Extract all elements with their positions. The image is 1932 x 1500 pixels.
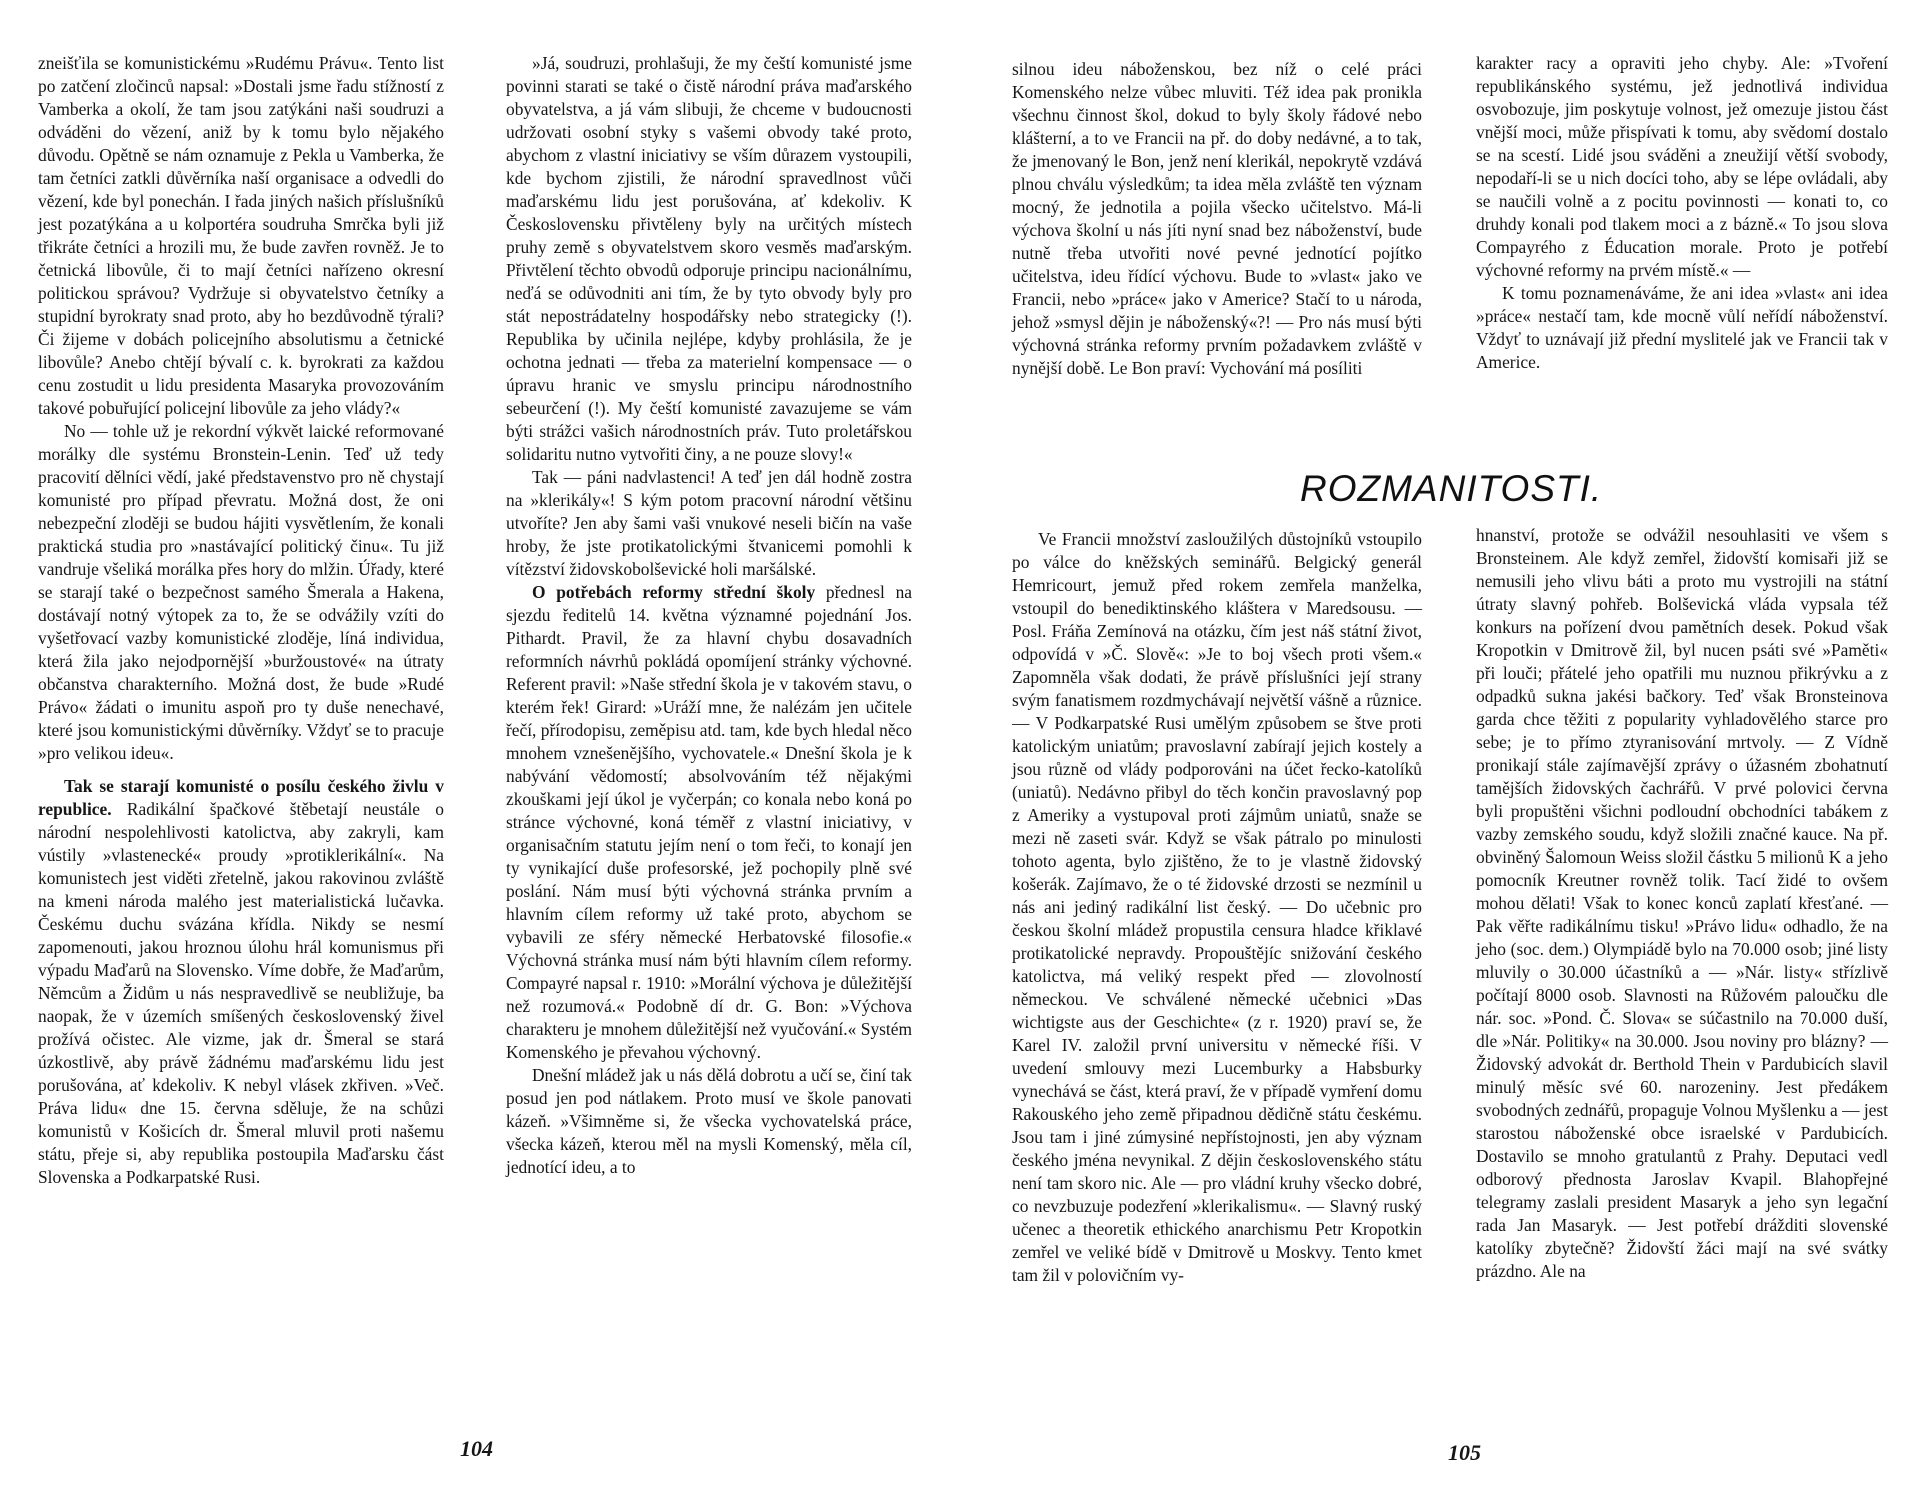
- paragraph: [1476, 282, 1888, 374]
- paragraph-text: Dnešní mládež jak u nás dělá dobrotu a učí se, činí tak posud jen pod nátlakem. Proto musí ve škole panovati kázeň. »Všimněme si, že všecka vychovatelská práce, všecka kázeň, kterou měl na mysli Komenský, měla cíl, jednotící ideu, a to: [506, 1065, 912, 1177]
- paragraph: [38, 420, 444, 765]
- paragraph-lead: Tak se starají komunisté o posílu českého živlu v republice.: [38, 776, 444, 819]
- paragraph: [506, 52, 912, 466]
- right-page: [966, 0, 1932, 1500]
- section-title: ROZMANITOSTI.: [1300, 468, 1603, 509]
- paragraph-text: Ve Francii množství zasloužilých důstojníků vstoupilo po válce do kněžských seminářů. Belgický generál Hemricourt, jemuž před rokem zemřela manželka, vstoupil do benediktinského kláštera v Maredsousu. — Posl. Fráňa Zemínová na otázku, čím jest náš státní život, odpovídá v »Č. Slově«: »Je to boj všech proti všem.« Zapomněla však dodati, že právě příslušníci její strany svým fanatismem rozdmychávají největší vášně a různice. — V Podkarpatské Rusi umělým způsobem se štve proti katolickým uniatům; pravoslavní zabírají jejich kostely a jsou různě od vlády podporováni na účet řecko-katolíků (uniatů). Nedávno přibyl do těch končin pravoslavný pop z Ameriky a vystupoval proti zájmům uniatů, snaže se mezi ně zaseti svár. Když se však pátralo po minulosti tohoto agenta, bylo zjištěno, že to je vlastně židovský košerák. Zajímavo, že o té židovské drzosti se nezmínil u nás ani jediný radikální list český. — Do učebnic pro českou školní mládež propustila censura hladce křiklavé protikatolické nepravdy. Propouštějíc snižování českého katolictva, má veliký respekt před — zlovolností německou. Ve schválené německé učebnici »Das wichtigste aus der Geschichte« (z r. 1920) praví se, že Karel IV. založil první universitu v německé říši. V uvedení smlouvy mezi Lucemburky a Habsburky vynechává se část, která praví, že v případě vymření domu Rakouského jeho země připadnou dědičně státu českému. Jsou tam i jiné zúmysiné nepřístojnosti, jen aby význam českého jména nevynikal. Z dějin československého státu není tam skoro nic. Ale — pro vládní kruhy všecko dobré, co nevzbuzuje podezření »klerikalismu«. — Slavný ruský učenec a theoretik ethického anarchismu Petr Kropotkin zemřel ve veliké bídě v Dmitrově u Moskvy. Tento kmet tam žil v polovičním vy-: [1012, 529, 1422, 1285]
- paragraph-text: silnou ideu náboženskou, bez níž o celé práci Komenského nelze vůbec mluviti. Též idea pak pronikla všechnu činnost škol, dokud to byly školy řádové nebo klášterní, a to ve Francii na př. do doby nedávné, a to tak, že jmenovaný le Bon, jenž není klerikál, nepokrytě vzdává plnou chválu výsledkům; ta idea měla zvláště ten význam mocný, že jednotila a pojila všecko učitelstvo. Má-li výchova školní u nás jíti nyní snad bez náboženství, bude nutně třeba utvořiti nové pevné jednotící pojítko učitelstva, ideu řídící výchovu. Bude to »vlast« jako ve Francii, nebo »práce« jako v Americe? Stačí to u národa, jehož »smysl dějin je náboženský«?! — Pro nás musí býti výchovná stránka reformy prvním požadavkem zvláště v nynější době. Le Bon praví: Vychování má posíliti: [1012, 59, 1422, 378]
- paragraph-text: zneišťila se komunistickému »Rudému Právu«. Tento list po zatčení zločinců napsal: »Dostali jsme řadu stížností z Vamberka a okolí, že tam jsou zatýkáni naši soudruzi a odváděni do vězení, aniž by k tomu bylo nějakého důvodu. Opětně se nám oznamuje z Pekla u Vamberka, že tam četníci zatkli důvěrníka naší organisace a odvedli do vězení, kde byl ponechán. I řada jiných našich příslušníků jest pozatýkána a u kolportéra soudruha Smrčka byli již třikráte četníci a hrozili mu, že bude zavřen rovněž. Je to četnická libovůle, či to mají četníci nařízeno okresní politickou správou? Vydržuje si obyvatelstvo četníky a stupidní byrokraty snad proto, aby ho bezdůvodně týrali? Či žijeme v dobách policejního absolutismu a četnické libovůle? Anebo chtějí bývalí c. k. byrokrati za každou cenu zostudit u lidu presidenta Masaryka provozováním takové pobuřující policejní libovůle za jeho vlády?«: [38, 53, 444, 418]
- paragraph: [506, 1064, 912, 1179]
- page-number-right: 105: [1448, 1440, 1481, 1465]
- paragraph-text: Radikální špačkové štěbetají neustále o národní nespolehlivosti katolictva, aby zakryli, kam vústily »vlastenecké« proudy »protiklerikální«. Na komunistech jest viděti zřetelně, jakou rakovinou zvláště na kmeni národa malého jest materialistická lučavka. Českému duchu svázána křídla. Nikdy se nesmí zapomenouti, jakou hroznou úlohu hrál komunismus při výpadu Maďarů na Slovensko. Víme dobře, že Maďarům, Němcům a Židům u nás nespravedlivě se neubližuje, ba naopak, že v územích smíšených československý živel prožívá očistec. Ale vizme, jak dr. Šmeral se stará úzkostlivě, aby právě žádnému maďarskému lidu jest porušována, ať kdekoliv. K nebyl vlásek zkřiven. »Več. Práva lidu« dne 15. června sděluje, že na schůzi komunistů v Košicích dr. Šmeral mluvil proti našemu státu, přeje si, aby republika postoupila Maďarsku část Slovenska a Podkarpatské Rusi.: [38, 799, 444, 1187]
- paragraph-lead: O potřebách reformy střední školy: [532, 582, 816, 602]
- left-page-column-2: [506, 52, 912, 1179]
- paragraph-text: No — tohle už je rekordní výkvět laické reformované morálky dle systému Bronstein-Lenin. Teď už tedy pracovití dělníci vědí, jaké představenstvo pro ně chystají komunisté pro případ převratu. Možná dost, že oni nebezpeční zloději se budou hájiti vysvětlením, že konali praktická studia pro »nastávající politický činu«. Tu již vandruje všeliká morálka přes hory do mlžin. Úřady, které se starají také o bezpečnost samého Šmerala a Hakena, dostávají notný výtopek za to, že se odvážily vzíti do vyšetřovací vazby komunistické zloděje, líná individua, která žila jako nejodpornější »buržoustové« na útraty občanstva charakterního. Možná dost, že bude »Rudé Právo« žádati o imunitu aspoň pro ty duše nenechavé, které jsou komunistickými důvěrníky. Vždyť se to pracuje »pro velikou ideu«.: [38, 421, 444, 763]
- paragraph-text: hnanství, protože se odvážil nesouhlasiti ve všem s Bronsteinem. Ale když zemřel, židovští komisaři již se nemusili jeho vlivu báti a proto mu vystrojili na státní útraty slavný pohřeb. Bolševická vláda vypsala též konkurs na pořízení dvou pamětních desek. Pokud však Kropotkin v Dmitrově žil, byl nucen psáti své »Paměti« při louči; přátelé jeho opatřili mu nuznou přikrývku a z odpadků sukna jakési bačkory. Teď však Bronsteinova garda chce těžiti z popularity vyhladovělého starce pro sebe; je to přímo ztyranisování mrtvoly. — Z Vídně pronikají stále zajímavější zprávy o úžasném zbohatnutí tamějších židovských čachrářů. V prvé polovici června byli propuštěni všichni podloudní obchodníci tabákem z vazby zemského soudu, když složili značné kauce. Na př. obviněný Šalomoun Weiss složil částku 5 milionů K a jeho pomocník Kreutner rovněž tolik. Tací židé to ovšem mohou dělati! Však to konec konců zaplatí křesťané. — Pak věřte radikálnímu tisku! »Právo lidu« odhadlo, že na jeho (soc. dem.) Olympiádě bylo na 70.000 osob; jiné listy mluvily o 30.000 účastníků a — »Nár. listy« střízlivě počítají 8000 osob. Slavnosti na Růžovém paloučku dle nár. soc. »Pond. Č. Slova« se súčastnilo na 70.000 duší, dle »Nár. Politiky« na 30.000. Jsou noviny pro blázny? — Židovský advokát dr. Berthold Thein v Pardubicích slavil minulý měsíc své 60. narozeniny. Jest předákem svobodných zednářů, propaguje Volnou Myšlenku a — jest starostou náboženské obce israelské v Pardubicích. Dostavilo se mnoho gratulantů z Prahy. Deputaci vedl odborový přednosta Jaroslav Kvapil. Blahopřejné telegramy zaslali president Masaryk a jeho syn legační rada Jan Masaryk. — Jest potřebí drážditi slovenské katolíky zbytečně? Židovští žáci mají na své svátky prázdno. Ale na: [1476, 525, 1888, 1281]
- paragraph: [1476, 524, 1888, 1283]
- right-page-column-1-top: [1012, 58, 1422, 380]
- paragraph: [506, 466, 912, 581]
- right-page-column-1-bottom: [1012, 528, 1422, 1287]
- paragraph: [38, 52, 444, 420]
- left-page-column-1: [38, 52, 444, 1189]
- paragraph-text: »Já, soudruzi, prohlašuji, že my čeští komunisté jsme povinni starati se také o čistě národní práva maďarského obyvatelstva, a já vám slibuji, že chceme v budoucnosti udržovati osobní styky s vašemi obvody také proto, abychom z vlastní iniciativy se vším důrazem vystoupili, kde bychom zjistili, že národní spravedlnost vůči maďarskému lidu jest porušována, ať kdekoliv. K Československu přivtěleny byly na určitých místech pruhy země s obyvatelstvem skoro vesměs maďarským. Přivtělení těchto obvodů odporuje principu nacionálnímu, neďá se odůvodniti ani tím, že by tyto obvody byly pro stát nepostrádatelny hospodářsky nebo strategicky (!). Republika by učinila nejlépe, kdyby prohlásila, že je ochotna jednati — třeba za materielní kompensace — o úpravu hranic ve smyslu principu národnostního sebeurčení (!). My čeští komunisté zavazujeme se vám býti strážci vašich národnostních práv. Tuto proletářskou solidaritu nutno vytvořiti činy, a ne pouze slovy!«: [506, 53, 912, 464]
- right-page-column-2-top: [1476, 52, 1888, 374]
- paragraph-text: Tak — páni nadvlastenci! A teď jen dál hodně zostra na »klerikály«! S kým potom pracovní národní většinu utvoříte? Jen aby šami vaši vnukové neseli bičín na vaše hroby, že jste protikatolickými štvanicemi pomohli k vítězství židovskobolševické holi maršálské.: [506, 467, 912, 579]
- paragraph: [506, 581, 912, 1064]
- page-number-left: 104: [460, 1436, 493, 1461]
- paragraph: [1476, 52, 1888, 282]
- paragraph-text: K tomu poznamenáváme, že ani idea »vlast« ani idea »práce« nestačí tam, kde mocně vůlí neřídí náboženství. Vždyť to uznávají již přední myslitelé jak ve Francii tak v Americe.: [1476, 283, 1888, 372]
- paragraph: [1012, 528, 1422, 1287]
- right-page-column-2-bottom: [1476, 524, 1888, 1283]
- paragraph-text: karakter racy a opraviti jeho chyby. Ale: »Tvoření republikánského systému, jež jednotlivá individua osvobozuje, jim poskytuje volnost, jež omezuje jistou část vnější moci, může přispívati k tomu, aby svědomí dostalo se na scestí. Lidé jsou sváděni a zneužijí větší svobody, nepodaří-li se u nich docíci toho, aby se lépe ovládali, aby se naučili volně a z pocitu povinnosti — konati to, co druhdy konali pod tlakem moci a z bázně.« To jsou slova Compayrého z Éducation morale. Proto je potřebí výchovné reformy na prvém místě.« —: [1476, 53, 1888, 280]
- paragraph: [1012, 58, 1422, 380]
- paragraph: [38, 775, 444, 1189]
- paragraph-text: přednesl na sjezdu ředitelů 14. května významné pojednání Jos. Pithardt. Pravil, že za hlavní chybu dosavadních reformních návrhů pokládá opomíjení stránky výchovné. Referent pravil: »Naše střední škola je v takovém stavu, o kterém řek! Girard: »Uráží mne, že nalézám jen učitele řečí, přírodopisu, zeměpisu atd. tam, kde bych hledal něco mnohem vznešenějšího, vychovatele.« Dnešní škola je k nabývání vědomostí; absolvováním též nějakými zkouškami její úkol je vyčerpán; co konala nebo koná po stránce výchovné, koná téměř z vlastní iniciativy, v organisačním statutu jejím není o tom řeči, to konají jen ty vynikající duše profesorské, jež pochopily plně své poslání. Nám musí býti výchovná stránka prvním a hlavním cílem reformy už také proto, abychom se vybavili ze sféry německé Herbatovské filosofie.« Výchovná stránka musí nám býti hlavním cílem reformy. Compayré napsal r. 1910: »Morální výchova je důležitější než rozumová.« Podobně dí dr. G. Bon: »Výchova charakteru je mnohem důležitější než vyučování.« Systém Komenského je převahou výchovný.: [506, 582, 912, 1062]
